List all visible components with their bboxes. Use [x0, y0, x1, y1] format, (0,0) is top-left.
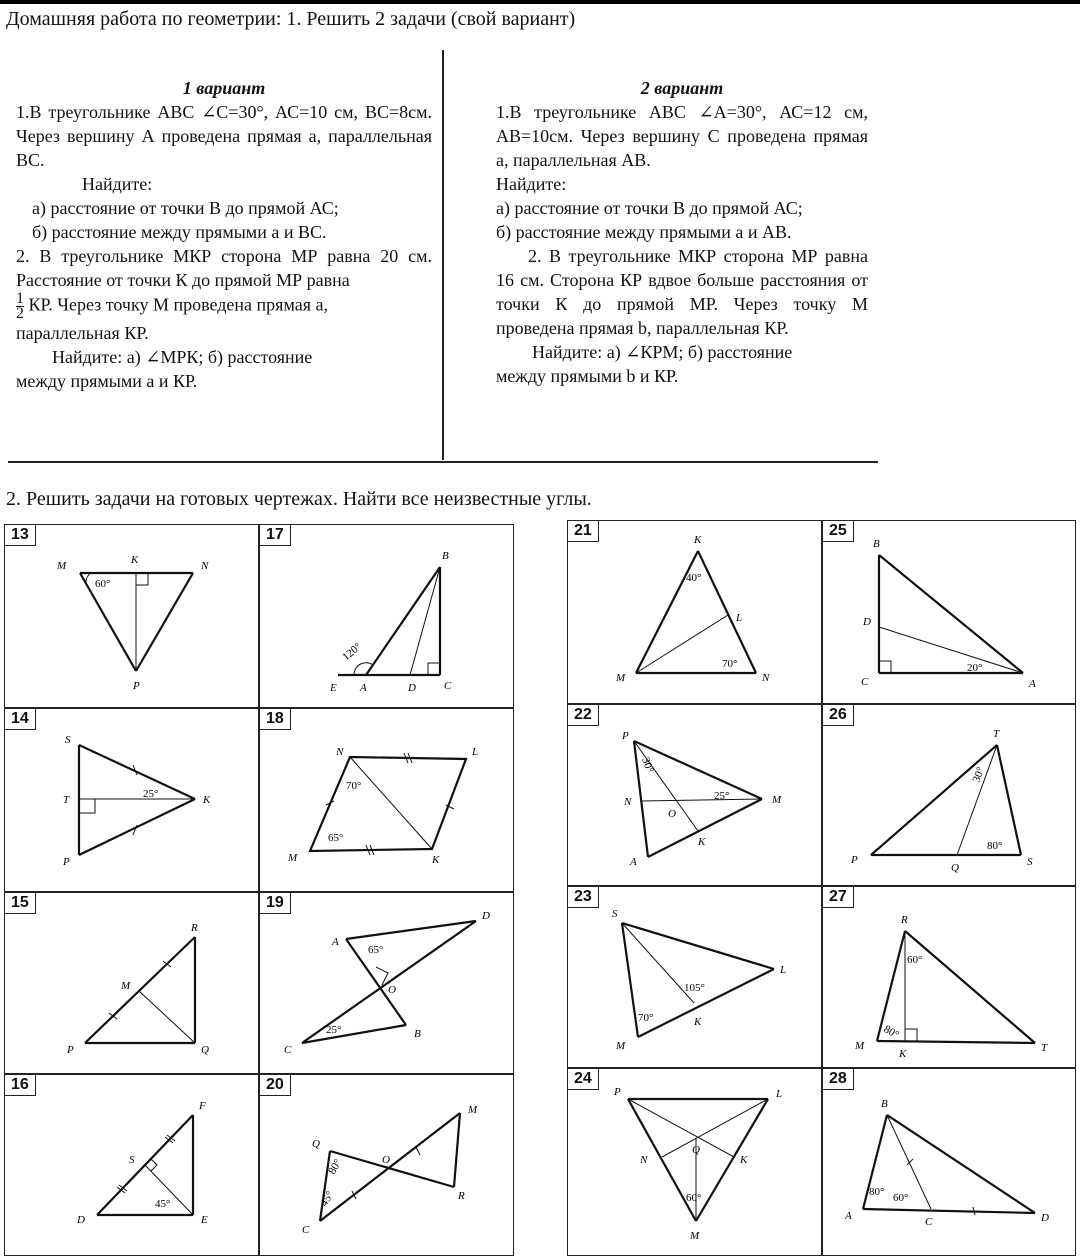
label-S: S	[129, 1154, 135, 1166]
angle-label-2: 45°	[318, 1189, 337, 1209]
label-L: L	[472, 746, 479, 758]
label-B: B	[873, 538, 880, 550]
label-K: K	[740, 1154, 748, 1166]
label-K: K	[694, 534, 702, 546]
v2-find: Найдите:	[496, 174, 567, 194]
label-L: L	[780, 964, 787, 976]
problem-number: 26	[823, 705, 854, 726]
diagram-14	[5, 709, 258, 891]
problem-number: 20	[260, 1075, 291, 1096]
diagram-28	[823, 1069, 1075, 1255]
v1-problem-1: 1.В треугольнике АВС ∠С=30°, АС=10 см, ВС=8см. Через вершину А проведена прямая а, параллельная ВС.	[16, 102, 432, 170]
label-K: K	[432, 854, 440, 866]
v1-part-a: а) расстояние от точки В до прямой АС;	[32, 198, 339, 218]
v1-problem-2e: между прямыми а и КР.	[16, 371, 198, 391]
label-K: K	[203, 794, 211, 806]
diagram-19	[260, 893, 513, 1073]
label-K: K	[131, 554, 139, 566]
problem-number: 17	[260, 525, 291, 546]
label-N: N	[201, 560, 209, 572]
label-A: A	[332, 936, 339, 948]
diagram-18	[260, 709, 513, 891]
label-K: K	[698, 836, 706, 848]
angle-label-2: 25°	[326, 1024, 342, 1036]
problem-number: 14	[5, 709, 36, 730]
diagram-26	[823, 705, 1075, 885]
label-R: R	[901, 914, 908, 926]
label-R: R	[191, 922, 198, 934]
variant-1-title: 1 вариант	[182, 78, 266, 98]
label-S: S	[1027, 856, 1033, 868]
label-K: K	[899, 1048, 907, 1060]
v1-problem-2c: параллельная КР.	[16, 323, 149, 343]
angle-label-1: 70°	[346, 780, 362, 792]
label-E: E	[201, 1214, 208, 1226]
label-N: N	[640, 1154, 648, 1166]
label-Q: Q	[312, 1138, 320, 1150]
label-B: B	[442, 550, 449, 562]
v2-problem-2: 2. В треугольнике МКР сторона МР равна 16 см. Сторона КР вдвое больше расстояния от точки К до прямой МР. Через точку М проведена прямая b, параллельная КР.	[496, 246, 868, 338]
label-M: M	[855, 1040, 865, 1052]
label-C: C	[861, 676, 869, 688]
label-E: E	[330, 682, 337, 694]
angle-label: 25°	[143, 788, 159, 800]
angle-label-1: 30°	[970, 765, 988, 785]
label-A: A	[630, 856, 637, 868]
angle-label-2: 80°	[987, 840, 1003, 852]
label-M: M	[616, 1040, 626, 1052]
label-P: P	[63, 856, 70, 868]
diagram-21	[568, 521, 821, 703]
fraction: $\frac{1}{2}$	[16, 290, 24, 322]
problem-15	[4, 892, 259, 1074]
diagram-24	[568, 1069, 821, 1255]
label-Q: Q	[692, 1144, 700, 1156]
angle-label-2: 65°	[328, 832, 344, 844]
label-C: C	[284, 1044, 292, 1056]
problem-28	[822, 1068, 1076, 1256]
task-2-title: 2. Решить задачи на готовых чертежах. Найти все неизвестные углы.	[6, 488, 592, 510]
label-N: N	[762, 672, 770, 684]
label-M: M	[121, 980, 131, 992]
problem-number: 23	[568, 887, 599, 908]
diagram-17	[260, 525, 513, 707]
angle-label-1: 30°	[639, 755, 656, 775]
problem-24	[567, 1068, 822, 1256]
label-R: R	[458, 1190, 465, 1202]
label-C: C	[444, 680, 452, 692]
angle-label-2: 70°	[722, 658, 738, 670]
problem-number: 19	[260, 893, 291, 914]
label-D: D	[77, 1214, 85, 1226]
label-S: S	[65, 734, 71, 746]
label-P: P	[67, 1044, 74, 1056]
label-P: P	[614, 1086, 621, 1098]
label-Q: Q	[951, 862, 959, 874]
label-A: A	[360, 682, 367, 694]
diagram-16	[5, 1075, 258, 1255]
problem-21	[567, 520, 822, 704]
problem-19	[259, 892, 514, 1074]
label-A: A	[845, 1210, 852, 1222]
problem-number: 13	[5, 525, 36, 546]
label-D: D	[1041, 1212, 1049, 1224]
label-M: M	[690, 1230, 700, 1242]
angle-label: 120°	[340, 640, 364, 664]
angle-label: 20°	[967, 662, 983, 674]
v1-problem-2b: КР. Через точку М проведена прямая а,	[28, 294, 328, 315]
variant-2	[496, 76, 868, 388]
problem-18	[259, 708, 514, 892]
problem-26	[822, 704, 1076, 886]
angle-label-1: 60°	[907, 954, 923, 966]
angle-label-1: 65°	[368, 944, 384, 956]
label-P: P	[622, 730, 629, 742]
label-D: D	[482, 910, 490, 922]
v2-problem-1: 1.В треугольнике АВС ∠А=30°, АС=12 см, АВ=10см. Через вершину С проведена прямая а, параллельная АВ.	[496, 102, 868, 170]
diagram-25	[823, 521, 1075, 703]
problem-number: 27	[823, 887, 854, 908]
label-T: T	[993, 728, 1000, 740]
angle-label-1: 80°	[869, 1186, 885, 1198]
problem-17	[259, 524, 514, 708]
label-B: B	[881, 1098, 888, 1110]
label-Q: Q	[201, 1044, 209, 1056]
problem-number: 24	[568, 1069, 599, 1090]
label-T: T	[63, 794, 70, 806]
label-O: O	[388, 984, 396, 996]
angle-label-1: 105°	[684, 982, 705, 994]
label-C: C	[925, 1216, 933, 1228]
diagram-22	[568, 705, 821, 885]
label-K: K	[694, 1016, 702, 1028]
label-L: L	[776, 1088, 783, 1100]
label-C: C	[302, 1224, 310, 1236]
label-S: S	[612, 908, 618, 920]
angle-label-2: 80°	[881, 1023, 901, 1042]
diagram-27	[823, 887, 1075, 1067]
label-D: D	[408, 682, 416, 694]
label-M: M	[468, 1104, 478, 1116]
label-P: P	[133, 680, 140, 692]
v2-part-b: б) расстояние между прямыми а и АВ.	[496, 222, 792, 242]
label-N: N	[624, 796, 632, 808]
problem-20	[259, 1074, 514, 1256]
problem-number: 21	[568, 521, 599, 542]
diagram-20	[260, 1075, 513, 1255]
problem-14	[4, 708, 259, 892]
label-M: M	[772, 794, 782, 806]
label-M: M	[57, 560, 67, 572]
problem-number: 18	[260, 709, 291, 730]
label-M: M	[288, 852, 298, 864]
problem-number: 15	[5, 893, 36, 914]
label-M: M	[616, 672, 626, 684]
variant-1	[16, 76, 432, 393]
angle-label-2: 25°	[714, 790, 730, 802]
diagram-15	[5, 893, 258, 1073]
label-T: T	[1041, 1042, 1048, 1054]
problem-number: 22	[568, 705, 599, 726]
angle-label: 60°	[95, 578, 111, 590]
problem-13	[4, 524, 259, 708]
problem-25	[822, 520, 1076, 704]
v2-part-a: а) расстояние от точки В до прямой АС;	[496, 198, 803, 218]
angle-label-2: 70°	[638, 1012, 654, 1024]
angle-label: 45°	[155, 1198, 171, 1210]
v2-problem-2d: Найдите: а) ∠КРМ; б) расстояние	[532, 342, 793, 362]
variant-2-title: 2 вариант	[640, 78, 724, 98]
v1-problem-2-frac-line	[16, 292, 432, 321]
v1-part-b: б) расстояние между прямыми а и ВС.	[32, 222, 327, 242]
problem-number: 25	[823, 521, 854, 542]
top-border	[0, 0, 1080, 4]
column-divider	[442, 50, 444, 460]
label-P: P	[851, 854, 858, 866]
problem-23	[567, 886, 822, 1068]
problem-number: 28	[823, 1069, 854, 1090]
problem-16	[4, 1074, 259, 1256]
angle-label: 60°	[686, 1192, 702, 1204]
diagram-13	[5, 525, 258, 707]
v1-problem-2: 2. В треугольнике МКР сторона МР равна 20 см. Расстояние от точки К до прямой МР равна	[16, 246, 432, 290]
label-D: D	[863, 616, 871, 628]
v1-problem-2d: Найдите: а) ∠МРК; б) расстояние	[52, 347, 313, 367]
v2-problem-2e: между прямыми b и КР.	[496, 366, 679, 386]
v1-find: Найдите:	[82, 174, 153, 194]
section-divider	[8, 461, 878, 463]
problem-27	[822, 886, 1076, 1068]
label-O: O	[382, 1154, 390, 1166]
angle-label-1: 40°	[686, 572, 702, 584]
label-F: F	[199, 1100, 206, 1112]
label-O: O	[668, 808, 676, 820]
problem-22	[567, 704, 822, 886]
problem-number: 16	[5, 1075, 36, 1096]
angle-label-2: 60°	[893, 1192, 909, 1204]
angle-label-1: 80°	[326, 1157, 345, 1177]
label-B: B	[414, 1028, 421, 1040]
label-L: L	[736, 612, 743, 624]
label-N: N	[336, 746, 344, 758]
label-A: A	[1029, 678, 1036, 690]
diagram-23	[568, 887, 821, 1067]
page-title: Домашняя работа по геометрии: 1. Решить 2 задачи (свой вариант)	[6, 8, 576, 30]
